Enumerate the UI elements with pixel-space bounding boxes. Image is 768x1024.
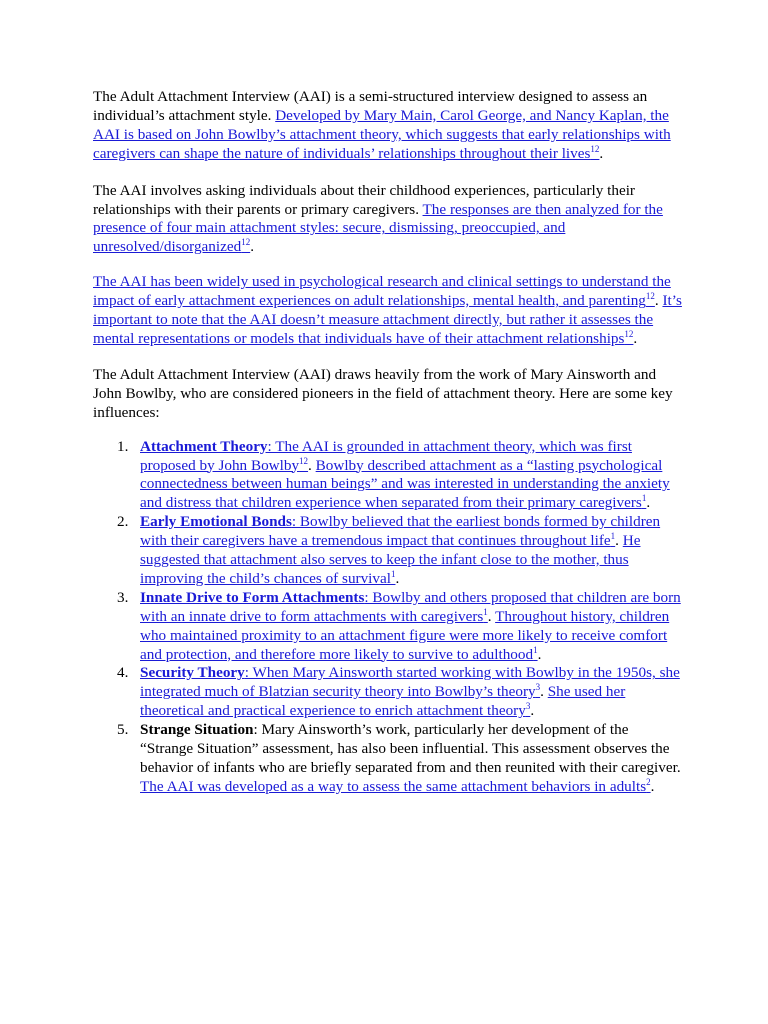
list-item-text: : Bowlby and others proposed that children are born with an innate drive to form attachments with caregivers <box>140 588 681 625</box>
list-item-link[interactable] <box>140 513 660 549</box>
list-item-text: : Mary Ainsworth’s work, particularly her development of the “Strange Situation” assessment, has also been influential. This assessment observes the behavior of infants who are briefly separated from and then reunited with their caregiver. <box>140 721 681 776</box>
list-item-link[interactable] <box>140 778 651 795</box>
citation-sup: 1 <box>390 568 396 579</box>
citation-link[interactable] <box>646 292 655 309</box>
list-item-text: Bowlby described attachment as a “lasting psychological connectedness between human beings” and was interested in understanding the anxiety and distress that children experience when separated from their primary caregivers <box>140 456 670 512</box>
citation-link[interactable] <box>241 238 250 255</box>
citation-sup: 1 <box>610 531 616 542</box>
list-item-text: She used her theoretical and practical experience to enrich attachment theory <box>140 683 626 720</box>
list-item-text: He suggested that attachment also serves to keep the infant close to the mother, thus improving the child’s chances of survival <box>140 532 641 587</box>
list-number: 5. <box>117 721 129 739</box>
citation-sup: 12 <box>299 455 309 466</box>
list-item-title: Innate Drive to Form Attachments <box>140 588 365 606</box>
document-page <box>93 88 683 797</box>
period: . <box>599 144 604 162</box>
note-link[interactable]: It’s important to note that the AAI doesn’t measure attachment directly, but rather it assesses the mental representations or models that individuals have of their attachment relationships <box>93 292 682 347</box>
list-item-text: : The AAI is grounded in attachment theory, which was first proposed by John Bowlby <box>140 437 632 474</box>
list-item <box>93 664 683 721</box>
citation-sup: 1 <box>483 606 488 617</box>
period: . <box>250 238 254 256</box>
list-item <box>93 589 683 665</box>
separator: . <box>654 292 663 310</box>
citation-sup: 1 <box>533 644 538 655</box>
styles-link[interactable]: The responses are then analyzed for the presence of four main attachment styles: secure, dismissing, preoccupied, and unresolved/disorganized <box>93 200 663 256</box>
period: . <box>646 494 651 512</box>
period: . <box>395 569 400 587</box>
period: . <box>530 702 535 720</box>
usage-link[interactable]: The AAI has been widely used in psychological research and clinical settings to understand the impact of early attachment experiences on adult relationships, mental health, and parenting <box>93 273 671 310</box>
separator: . <box>308 456 316 474</box>
influences-list <box>93 438 683 797</box>
paragraph-influences-intro <box>93 366 683 423</box>
intro-text: The Adult Attachment Interview (AAI) is a semi-structured interview designed to assess an individual’s attachment style. <box>93 88 648 124</box>
period: . <box>537 645 542 663</box>
list-item-text: : Bowlby believed that the earliest bonds formed by children with their caregivers have a tremendous impact that continues throughout life <box>140 513 661 550</box>
period: . <box>650 777 655 795</box>
list-item-title: Security Theory <box>140 664 245 682</box>
citation-sup: 12 <box>624 328 634 339</box>
citation-sup: 2 <box>646 776 651 787</box>
list-item <box>93 721 683 797</box>
list-number: 4. <box>117 664 129 682</box>
separator: . <box>487 607 496 625</box>
separator: . <box>615 532 623 550</box>
paragraph-intro <box>93 88 683 164</box>
citation-sup: 3 <box>525 701 531 712</box>
influences-text: The Adult Attachment Interview (AAI) draws heavily from the work of Mary Ainsworth and John Bowlby, who are considered pioneers in the field of attachment theory. Here are some key influences: <box>93 365 673 421</box>
list-item-title: Early Emotional Bonds <box>140 513 292 531</box>
list-item <box>93 438 683 514</box>
citation-sup: 1 <box>641 493 647 504</box>
citation-sup: 12 <box>645 291 655 302</box>
paragraph-process <box>93 182 683 258</box>
separator: . <box>540 683 548 701</box>
citation-sup: 12 <box>241 237 251 248</box>
list-item-text: : When Mary Ainsworth started working with Bowlby in the 1950s, she integrated much of Blatzian security theory into Bowlby’s theory <box>140 664 680 701</box>
list-number: 2. <box>117 513 129 531</box>
list-item-text: The AAI was developed as a way to assess the same attachment behaviors in adults <box>140 777 647 795</box>
list-item-title: Attachment Theory <box>140 437 268 455</box>
process-text: The AAI involves asking individuals about their childhood experiences, particularly their relationships with their parents or primary caregivers. <box>93 181 635 218</box>
period: . <box>633 329 638 347</box>
list-item-title: Strange Situation <box>140 721 254 739</box>
list-number: 1. <box>117 437 129 455</box>
intro-link[interactable]: Developed by Mary Main, Carol George, and Nancy Kaplan, the AAI is based on John Bowlby’s attachment theory, which suggests that early relationships with caregivers can shape the nature of individuals’ relationships throughout their lives <box>93 106 671 162</box>
citation-sup: 3 <box>535 682 541 693</box>
citation-sup: 12 <box>590 143 600 154</box>
list-number: 3. <box>117 588 129 606</box>
paragraph-usage <box>93 273 683 349</box>
list-item-text: Throughout history, children who maintained proximity to an attachment figure were more likely to receive comfort and protection, and therefore more likely to survive to adulthood <box>140 607 670 663</box>
list-item <box>93 513 683 589</box>
